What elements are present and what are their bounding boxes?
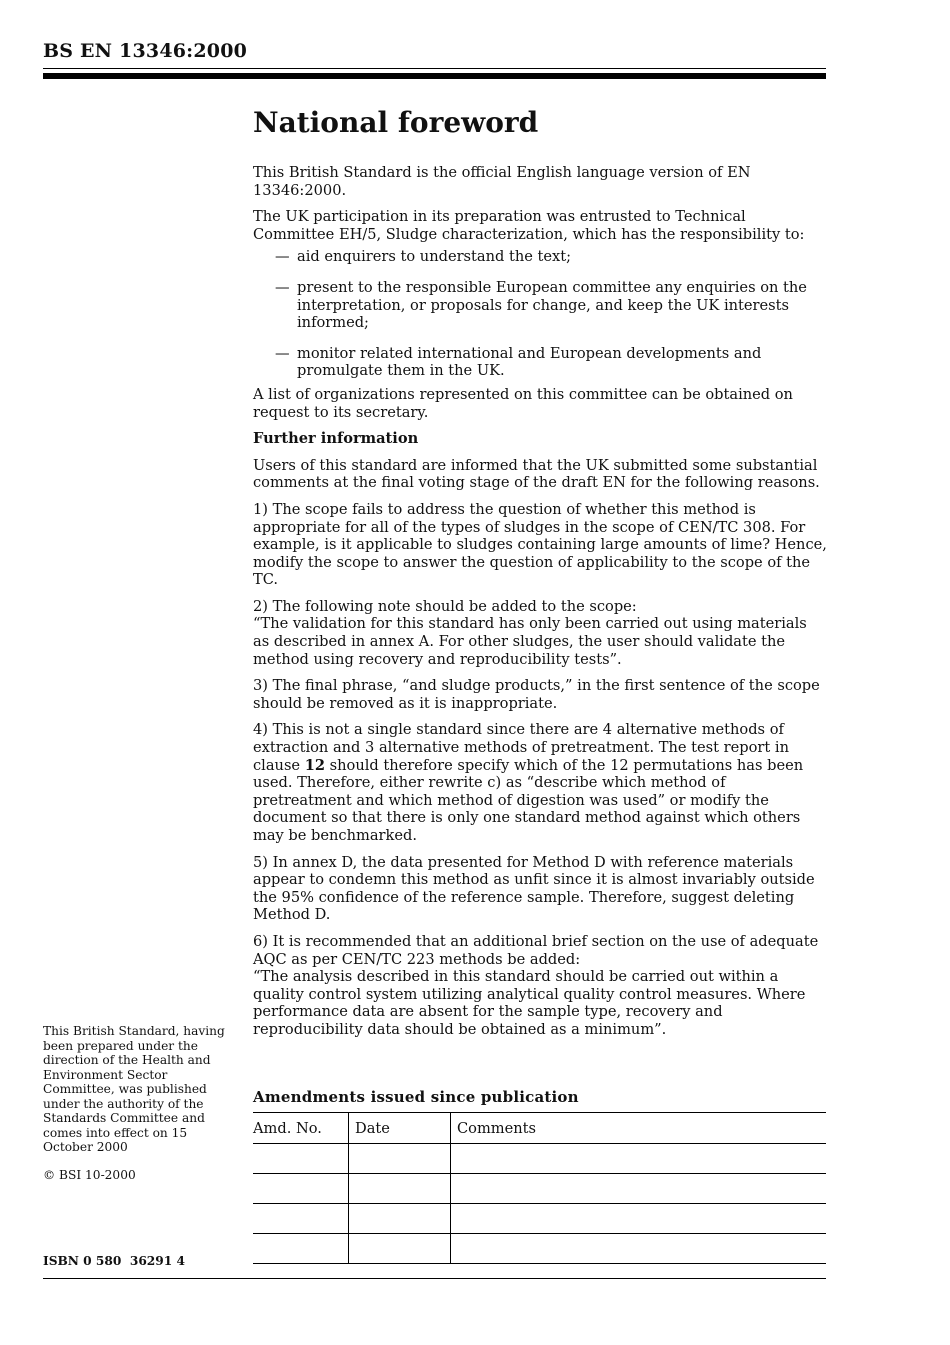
document-code: BS EN 13346:2000 xyxy=(43,40,248,62)
dash-bullet: — xyxy=(275,248,290,266)
dash-bullet: — xyxy=(275,278,290,296)
comment-1: 1) The scope fails to address the question of whether this method is appropriate for all of the types of sludges in the scope of CEN/TC 308. For example, is it applicable to sludges containing large amounts of lime? Hence, modify the scope to answer the question of applicability to the scope of the TC. xyxy=(253,500,827,589)
table-row xyxy=(253,1144,826,1174)
table-cell xyxy=(349,1174,451,1204)
column-header-comments: Comments xyxy=(451,1113,827,1144)
table-cell xyxy=(451,1234,827,1264)
header-thin-rule xyxy=(43,68,826,69)
table-cell xyxy=(451,1204,827,1234)
paragraph-comments-intro: Users of this standard are informed that the UK submitted some substantial comments at the final voting stage of the draft EN for the following reasons. xyxy=(253,456,820,492)
list-item-text: aid enquirers to understand the text; xyxy=(297,248,572,266)
isbn: ISBN 0 580 36291 4 xyxy=(43,1254,185,1268)
clause-number: 12 xyxy=(304,756,326,774)
comment-4-part-a: 4) This is not a single standard since there are 4 alternative methods of extraction and 3 alternative methods of pretreatment. The test report in clause xyxy=(253,721,789,774)
comment-3: 3) The final phrase, “and sludge products,” in the first sentence of the scope should be removed as it is inappropriate. xyxy=(253,677,820,712)
comment-5: 5) In annex D, the data presented for Method D with reference materials appear to condemn this method as unfit since it is almost invariably outside the 95% confidence of the reference sample. Therefore, suggest deleting Method D. xyxy=(253,853,815,924)
list-item xyxy=(253,279,827,332)
paragraph-uk-participation: The UK participation in its preparation was entrusted to Technical Committee EH/5, Sludge characterization, which has the responsibility to: xyxy=(253,208,805,243)
table-row xyxy=(253,1174,826,1204)
list-item xyxy=(253,248,827,266)
list-item xyxy=(253,345,827,380)
header-thick-rule xyxy=(43,73,826,79)
comment-2-quote: “The validation for this standard has only been carried out using materials as described in annex A. For other sludges, the user should validate the method using recovery and reproducibility tests”. xyxy=(253,615,807,668)
paragraph-official-version: This British Standard is the official English language version of EN 13346:2000. xyxy=(253,164,751,199)
table-cell xyxy=(349,1204,451,1234)
dash-bullet: — xyxy=(275,344,290,362)
table-cell xyxy=(253,1204,349,1234)
table-row xyxy=(253,1204,826,1234)
column-header-amd-no: Amd. No. xyxy=(253,1113,349,1144)
page-title: National foreword xyxy=(253,106,539,139)
copyright-notice: © BSI 10-2000 xyxy=(43,1168,136,1182)
publication-note: This British Standard, having been prepared under the direction of the Health and Environment Sector Committee, was published under the authority of the Standards Committee and comes into effect on 15 October 2000 xyxy=(43,1024,225,1154)
responsibility-list xyxy=(253,248,827,380)
table-cell xyxy=(253,1174,349,1204)
footer-rule xyxy=(43,1278,826,1279)
list-item-text: monitor related international and European developments and promulgate them in the UK. xyxy=(297,344,762,380)
comment-4-part-b: should therefore specify which of the 12 permutations has been used. Therefore, either rewrite c) as “describe which method of pretreatment and which method of digestion was used” or modify the document so that there is only one standard method against which others may be benchmarked. xyxy=(253,756,804,844)
amendments-table xyxy=(253,1112,826,1264)
comment-4 xyxy=(253,721,827,844)
table-cell xyxy=(349,1144,451,1174)
amendments-heading: Amendments issued since publication xyxy=(253,1088,579,1106)
table-cell xyxy=(451,1144,827,1174)
table-row xyxy=(253,1234,826,1264)
comment-2-lead: 2) The following note should be added to the scope: xyxy=(253,597,637,615)
comment-2 xyxy=(253,598,827,668)
column-header-date: Date xyxy=(349,1113,451,1144)
comment-6-quote: “The analysis described in this standard should be carried out within a quality control system utilizing analytical quality control measures. Where performance data are absent for the sample type, recovery and reproducibility data should be obtained as a minimum”. xyxy=(253,968,806,1038)
foreword-body xyxy=(253,164,827,1039)
comment-6 xyxy=(253,933,827,1039)
table-cell xyxy=(253,1234,349,1264)
further-information-heading: Further information xyxy=(253,430,419,448)
table-cell xyxy=(349,1234,451,1264)
comment-6-lead: 6) It is recommended that an additional brief section on the use of adequate AQC as per CEN/TC 223 methods be added: xyxy=(253,932,819,968)
table-header-row xyxy=(253,1113,826,1144)
list-item-text: present to the responsible European committee any enquiries on the interpretation, or proposals for change, and keep the UK interests informed; xyxy=(297,278,807,332)
paragraph-organizations: A list of organizations represented on this committee can be obtained on request to its secretary. xyxy=(253,385,793,421)
table-cell xyxy=(253,1144,349,1174)
table-cell xyxy=(451,1174,827,1204)
